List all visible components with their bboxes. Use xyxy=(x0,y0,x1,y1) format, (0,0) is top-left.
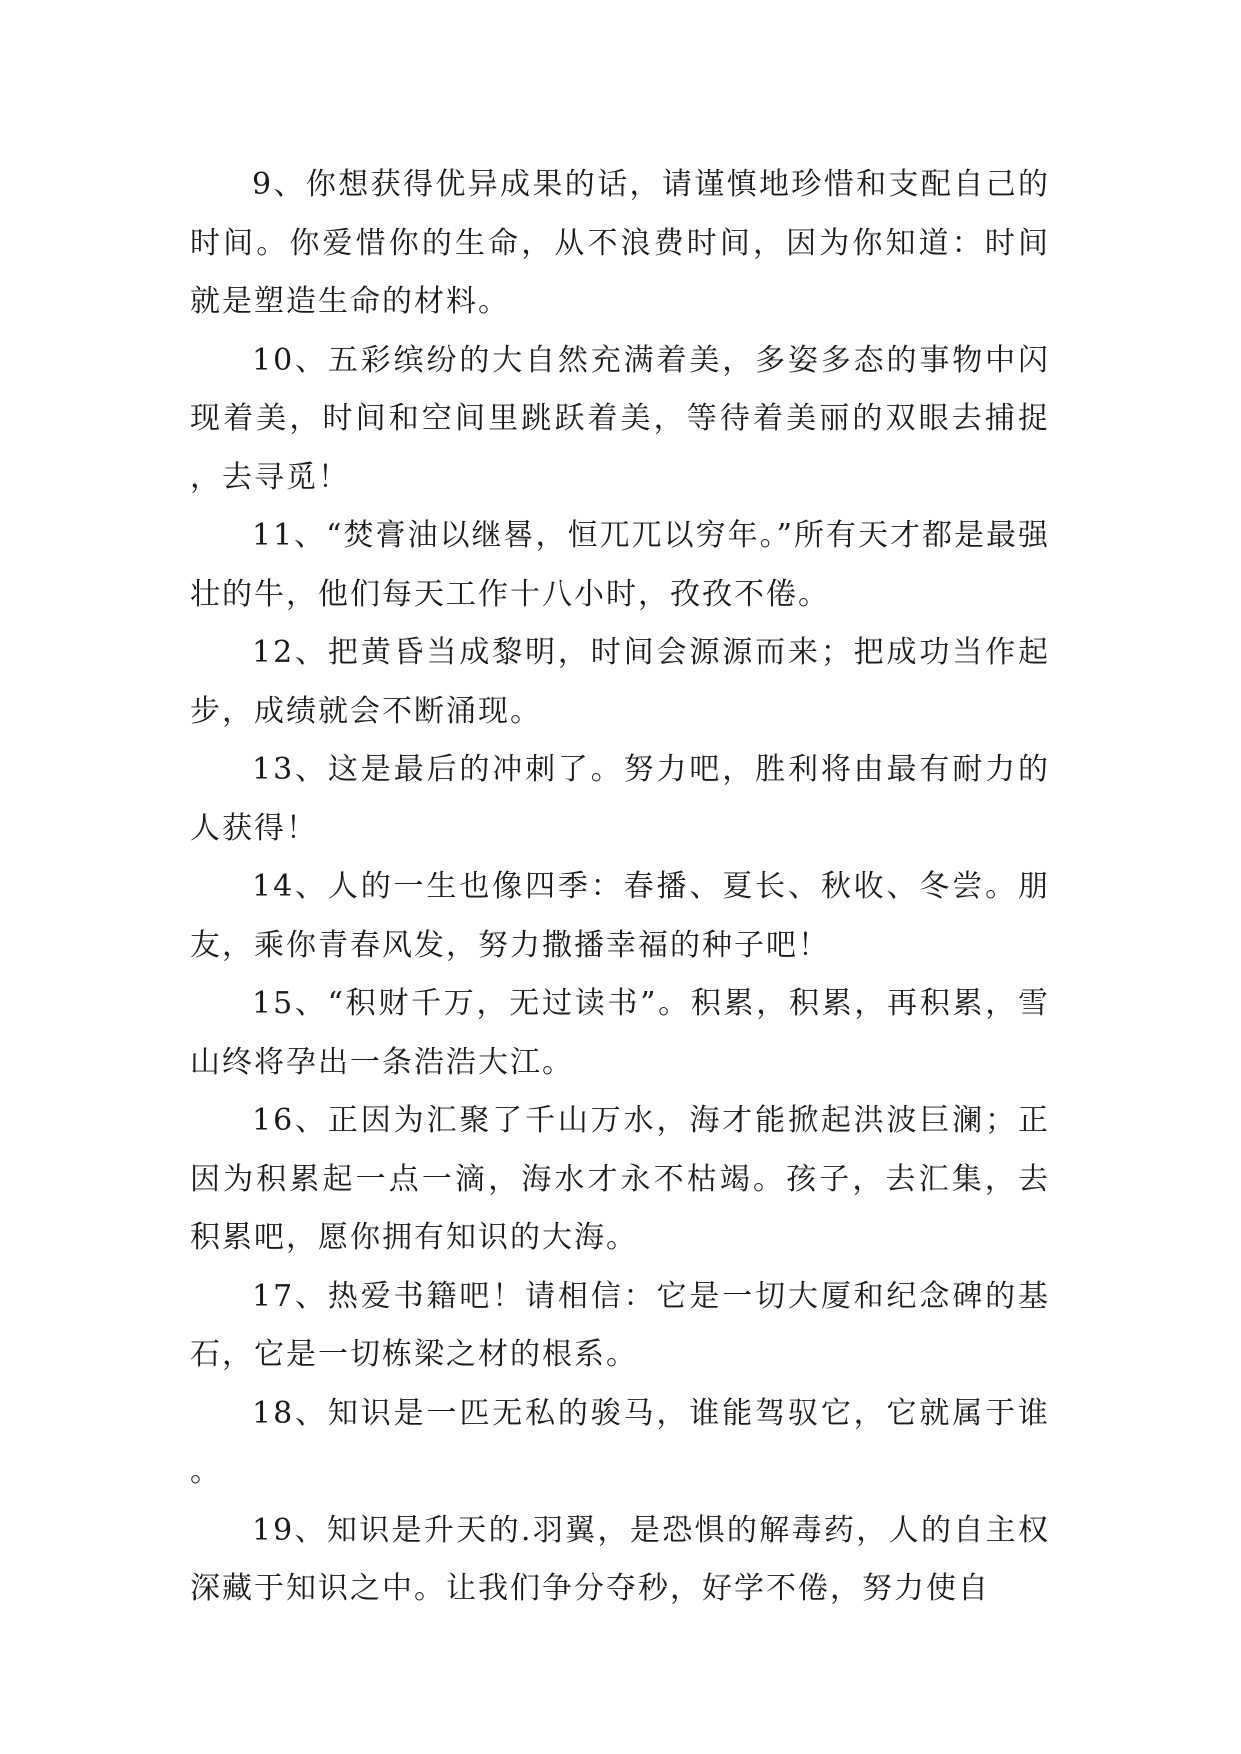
paragraph-12: 12、把黄昏当成黎明，时间会源源而来；把成功当作起步，成绩就会不断涌现。 xyxy=(190,635,1050,729)
paragraph-18: 18、知识是一匹无私的骏马，谁能驾驭它，它就属于谁。 xyxy=(190,1395,1050,1489)
paragraph-13: 13、这是最后的冲刺了。努力吧，胜利将由最有耐力的人获得！ xyxy=(190,752,1050,846)
paragraph-11: 11、“焚膏油以继晷，恒兀兀以穷年。”所有天才都是最强壮的牛，他们每天工作十八小时，孜孜不倦。 xyxy=(190,518,1050,612)
document-body xyxy=(190,156,1050,1619)
paragraph-16: 16、正因为汇聚了千山万水，海才能掀起洪波巨澜；正因为积累起一点一滴，海水才永不枯竭。孩子，去汇集，去积累吧，愿你拥有知识的大海。 xyxy=(190,1103,1050,1255)
paragraph-17: 17、热爱书籍吧！请相信：它是一切大厦和纪念碑的基石，它是一切栋梁之材的根系。 xyxy=(190,1278,1050,1372)
paragraph-10: 10、五彩缤纷的大自然充满着美，多姿多态的事物中闪现着美，时间和空间里跳跃着美，等待着美丽的双眼去捕捉，去寻觅！ xyxy=(190,342,1050,495)
paragraph-19: 19、知识是升天的.羽翼，是恐惧的解毒药，人的自主权深藏于知识之中。让我们争分夺秒，好学不倦，努力使自 xyxy=(190,1512,1050,1606)
paragraph-9: 9、你想获得优异成果的话，请谨慎地珍惜和支配自己的时间。你爱惜你的生命，从不浪费时间，因为你知道：时间就是塑造生命的材料。 xyxy=(190,167,1050,319)
paragraph-14: 14、人的一生也像四季：春播、夏长、秋收、冬尝。朋友，乘你青春风发，努力撒播幸福的种子吧！ xyxy=(190,869,1050,963)
paragraph-15: 15、“积财千万，无过读书”。积累，积累，再积累，雪山终将孕出一条浩浩大江。 xyxy=(190,986,1050,1080)
